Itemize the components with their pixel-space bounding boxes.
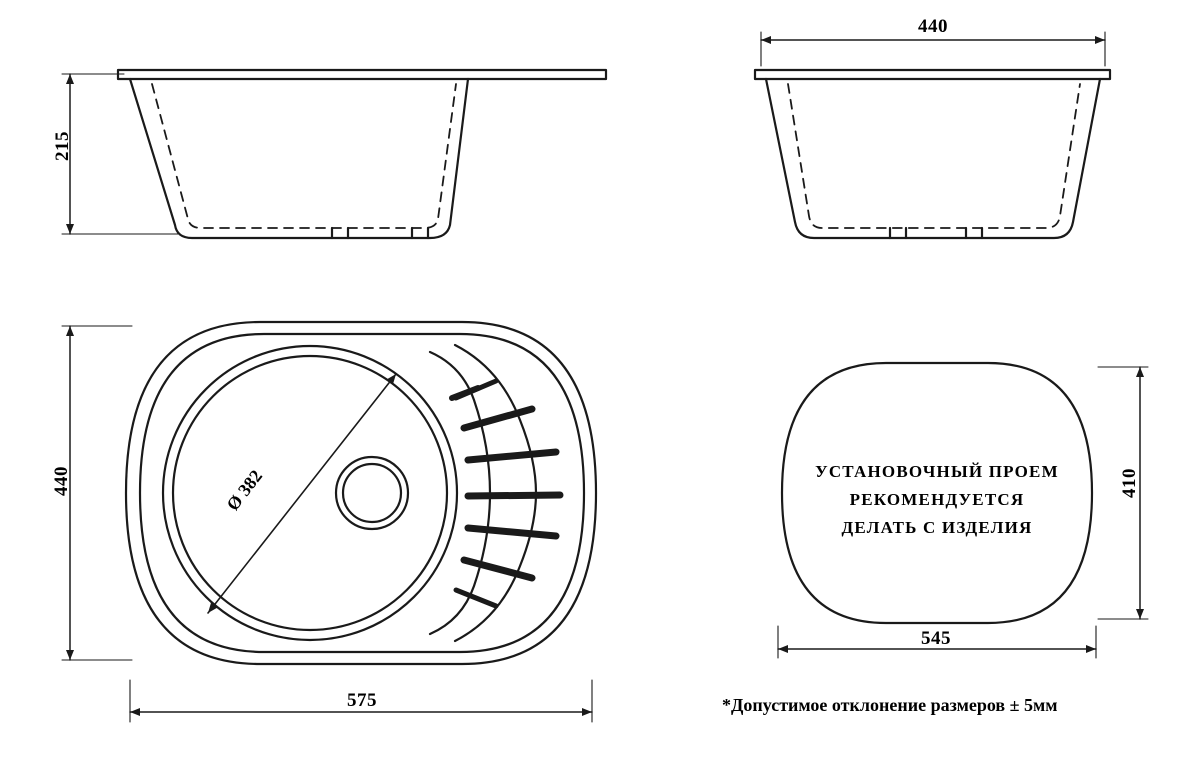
plan-view bbox=[126, 322, 596, 664]
front-section-view bbox=[118, 70, 606, 238]
dimension-label-side-width: 440 bbox=[918, 16, 948, 37]
cutout-note-line-1: УСТАНОВОЧНЫЙ ПРОЕМ bbox=[815, 462, 1059, 481]
cutout-note-line-2: РЕКОМЕНДУЕТСЯ bbox=[849, 490, 1025, 509]
cutout-note-line-3: ДЕЛАТЬ С ИЗДЕЛИЯ bbox=[841, 518, 1033, 537]
dimension-label-front-height: 215 bbox=[52, 131, 73, 161]
dimension-label-cutout-width: 545 bbox=[921, 628, 951, 649]
dimension-label-plan-height: 440 bbox=[51, 466, 72, 496]
dimension-front-height bbox=[62, 74, 178, 234]
dimension-label-plan-width: 575 bbox=[347, 690, 377, 711]
dimension-label-cutout-height: 410 bbox=[1119, 468, 1140, 498]
tolerance-footnote: *Допустимое отклонение размеров ± 5мм bbox=[722, 695, 1058, 715]
dimension-label-bowl-diameter: Ø 382 bbox=[222, 466, 267, 515]
side-section-view bbox=[755, 70, 1110, 238]
